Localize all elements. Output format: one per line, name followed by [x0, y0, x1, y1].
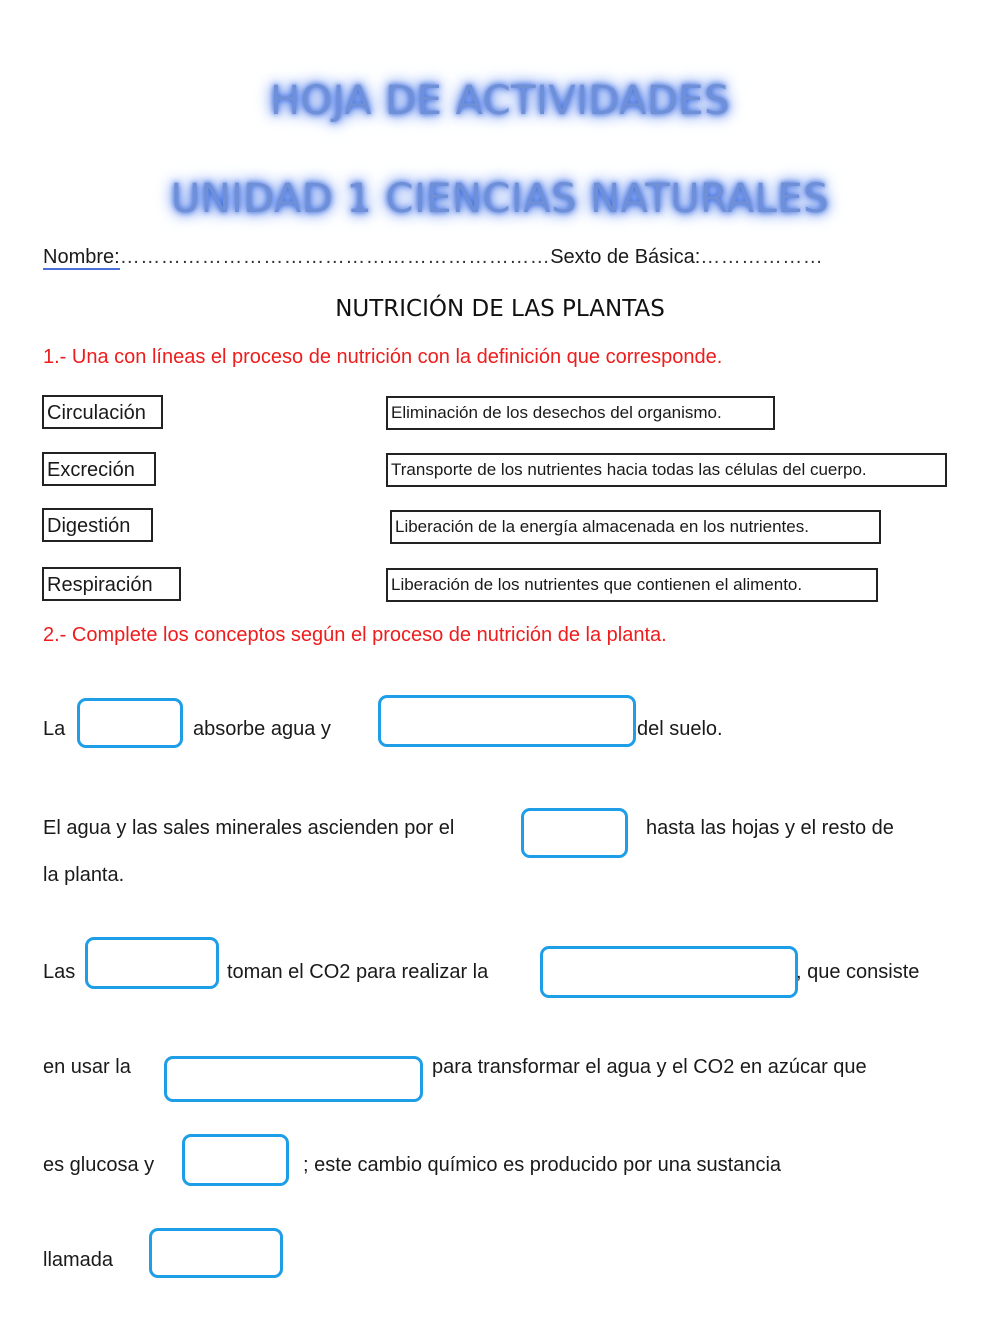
sentence-2-end: la planta.	[43, 864, 125, 886]
sentence-3-end: , que consiste	[796, 961, 920, 983]
question-2-instruction: 2.- Complete los conceptos según el proceso de nutrición de la planta.	[43, 624, 667, 646]
blank-7-input[interactable]	[182, 1134, 289, 1186]
term-digestion[interactable]: Digestión	[42, 508, 153, 542]
blank-3-input[interactable]	[521, 808, 628, 858]
name-label: Nombre:	[43, 246, 120, 268]
grade-dots: ………………	[700, 246, 824, 268]
worksheet-title: HOJA DE ACTIVIDADES	[270, 78, 730, 124]
sentence-5-start: es glucosa y	[43, 1154, 155, 1176]
sentence-2-start: El agua y las sales minerales ascienden por el	[43, 817, 455, 839]
sentence-3-middle: toman el CO2 para realizar la	[227, 961, 489, 983]
sentence-1-middle: absorbe agua y	[193, 718, 331, 740]
blank-5-input[interactable]	[540, 946, 798, 998]
blank-4-input[interactable]	[85, 937, 219, 989]
term-circulacion[interactable]: Circulación	[42, 395, 163, 429]
term-respiracion[interactable]: Respiración	[42, 567, 181, 601]
definition-4[interactable]: Liberación de los nutrientes que contienen el alimento.	[386, 568, 878, 602]
blank-1-input[interactable]	[77, 698, 183, 748]
sentence-3-start: Las	[43, 961, 76, 983]
sentence-5-end: ; este cambio químico es producido por una sustancia	[303, 1154, 782, 1176]
blank-8-input[interactable]	[149, 1228, 283, 1278]
section-title: NUTRICIÓN DE LAS PLANTAS	[335, 296, 665, 322]
sentence-6-start: llamada	[43, 1249, 114, 1271]
definition-3[interactable]: Liberación de la energía almacenada en los nutrientes.	[390, 510, 881, 544]
grade-label: Sexto de Básica:	[550, 246, 701, 268]
unit-title: UNIDAD 1 CIENCIAS NATURALES	[170, 176, 830, 222]
blank-2-input[interactable]	[378, 695, 636, 747]
blank-6-input[interactable]	[164, 1056, 423, 1102]
question-1-instruction: 1.- Una con líneas el proceso de nutrición con la definición que corresponde.	[43, 346, 723, 368]
sentence-1-end: del suelo.	[637, 718, 723, 740]
sentence-1-start: La	[43, 718, 66, 740]
term-excrecion[interactable]: Excreción	[42, 452, 156, 486]
definition-2[interactable]: Transporte de los nutrientes hacia todas las células del cuerpo.	[386, 453, 947, 487]
definition-1[interactable]: Eliminación de los desechos del organismo.	[386, 396, 775, 430]
student-info-line	[43, 246, 823, 269]
sentence-4-end: para transformar el agua y el CO2 en azúcar que	[432, 1056, 867, 1078]
sentence-4-start: en usar la	[43, 1056, 131, 1078]
name-dots: ………………………………………………………	[119, 246, 551, 268]
sentence-2-middle: hasta las hojas y el resto de	[646, 817, 894, 839]
